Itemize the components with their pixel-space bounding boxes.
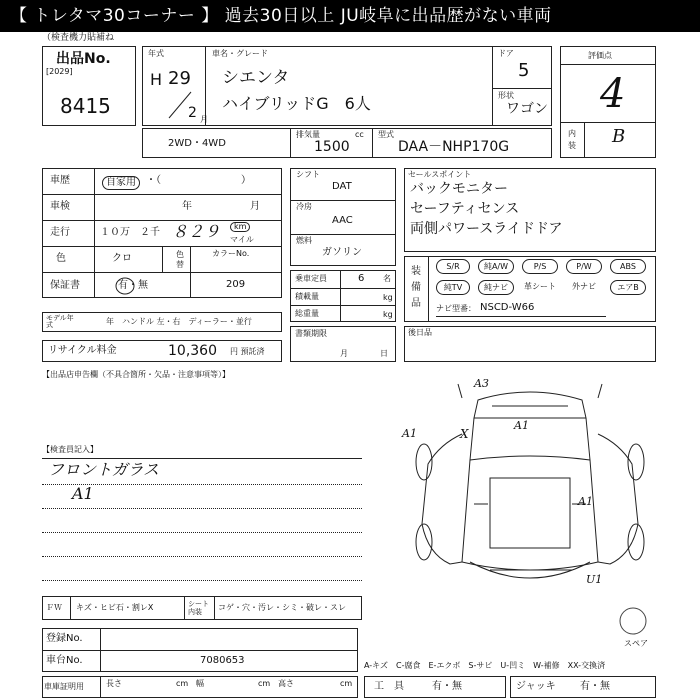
notice-label: 【出品店申告欄（不具合箇所・欠品・注意事項等）】 <box>42 370 230 379</box>
doc-day: 日 <box>380 349 388 358</box>
year-label: 年式 <box>148 49 164 58</box>
inspection-month: 月 <box>250 201 260 212</box>
cert-height: 高さ <box>278 679 294 688</box>
sales-label: セールスポイント <box>408 170 472 179</box>
mark-a3: A3 <box>474 377 489 390</box>
model-year-rest: 年 ハンドル 左・右 ディーラー・並行 <box>106 317 252 326</box>
drive-type: 2WD・4WD <box>168 138 226 149</box>
cert-label: 車庫証明用 <box>44 682 84 691</box>
score-label: 評価点 <box>588 51 612 60</box>
inspection-label: 車検 <box>50 201 70 212</box>
model-year-label: モデル年式 <box>46 314 74 329</box>
era: H <box>150 70 163 89</box>
lot-label: 出品No. <box>56 51 111 67</box>
history-box <box>42 168 282 298</box>
tools-label: 工 具 <box>374 681 404 692</box>
equip-pw: P/W <box>566 259 602 274</box>
cert-length: 長さ <box>106 679 122 688</box>
recycle-label: リサイクル料金 <box>48 345 117 356</box>
history-value: 自家用 <box>102 176 140 190</box>
displacement-label: 排気量 <box>296 130 320 139</box>
load-unit: kg <box>383 293 393 302</box>
capacity: 6 <box>358 273 365 284</box>
corner-banner: 【 トレタマ30コーナー 】 過去30日以上 JU岐阜に出品歴がない車両 <box>0 0 700 32</box>
seat-label: シート内装 <box>188 600 209 616</box>
interior-label: 内装 <box>568 129 576 150</box>
inspector-label: 【検査員記入】 <box>42 445 98 454</box>
car-name: シエンタ <box>222 68 290 88</box>
history-rest: ・（ ） <box>146 175 251 186</box>
equip-tv: 純TV <box>436 280 470 295</box>
warranty-value: 有・無 <box>118 280 148 291</box>
color-no-label: カラーNo. <box>212 249 250 258</box>
ac-label: 冷房 <box>296 202 312 211</box>
jack-value: 有・無 <box>580 681 610 692</box>
equip-leather: 革シート <box>524 282 556 291</box>
displacement: 1500 <box>314 139 350 155</box>
load-label: 積載量 <box>295 292 319 301</box>
equip-navi: 純ナビ <box>478 280 514 295</box>
lot-number: 8415 <box>60 94 111 118</box>
chassis-label: 車台No. <box>46 655 83 666</box>
mileage-prefix: １０万 ２千 <box>100 227 160 238</box>
color-value: クロ <box>112 253 132 264</box>
color-no: 209 <box>226 279 246 290</box>
car-grade: ハイブリッドG 6人 <box>222 94 371 113</box>
ac: AAC <box>332 215 353 226</box>
navi-label: ナビ型番： <box>436 304 476 313</box>
weight-unit: kg <box>383 310 393 319</box>
cert-height-unit: cm <box>340 679 353 688</box>
equipment-label: 装備品 <box>411 266 421 309</box>
warranty-label: 保証書 <box>50 280 80 291</box>
cert-width: 幅 <box>196 679 204 688</box>
tools-value: 有・無 <box>432 681 462 692</box>
model-code: DAA－NHP170G <box>398 139 510 155</box>
inspection-year: 年 <box>182 201 192 212</box>
mileage-unit-km: km <box>230 222 250 232</box>
color-change-label: 色替 <box>176 250 184 269</box>
recycle-unit: 円 預託済 <box>230 347 265 356</box>
inspector-note-1: フロントガラス <box>48 460 160 479</box>
model-year: 29 <box>168 68 191 89</box>
door-label: ドア <box>498 49 514 58</box>
month-suffix: 月 <box>200 115 208 124</box>
vehicle-box <box>142 46 552 126</box>
mileage-unit-mile: マイル <box>230 235 254 244</box>
mark-a1-right: A1 <box>578 495 593 508</box>
overall-score: 4 <box>600 71 626 117</box>
recycle-amount: 10,360 <box>168 343 217 359</box>
inspector-note-2: A1 <box>72 484 94 503</box>
body-shape: ワゴン <box>506 101 548 117</box>
equip-abs: ABS <box>610 259 646 274</box>
history-label: 車歴 <box>50 175 70 186</box>
shift: DAT <box>332 181 352 192</box>
navi-model: NSCD-W66 <box>480 302 535 313</box>
seat-flaw-types: コゲ・穴・汚レ・シミ・破レ・スレ <box>218 603 346 612</box>
door-count: 5 <box>518 60 530 81</box>
equip-ext-navi: 外ナビ <box>572 282 596 291</box>
doc-month: 月 <box>340 349 348 358</box>
shape-label: 形状 <box>498 91 514 100</box>
displacement-unit: cc <box>355 130 364 139</box>
cut-header-text: （検査機力貼補ね <box>42 33 115 43</box>
mark-a1-top: A1 <box>514 419 529 432</box>
lot-tag: [2029] <box>46 67 73 76</box>
aftermarket-label: 後日品 <box>408 328 432 337</box>
spare-label: スペア <box>624 639 648 648</box>
model-code-label: 型式 <box>378 130 394 139</box>
mileage-label: 走行 <box>50 227 70 238</box>
weight-label: 総重量 <box>295 309 319 318</box>
interior-score: B <box>612 126 626 147</box>
mark-u1: U1 <box>586 573 603 586</box>
cert-length-unit: cm <box>176 679 189 688</box>
mark-x: X <box>460 427 469 441</box>
car-damage-diagram <box>400 374 660 600</box>
capacity-unit: 名 <box>383 274 391 283</box>
equip-airbag: エアB <box>610 280 646 295</box>
damage-legend: A-キズ C-腐食 E-エクボ S-サビ U-凹ミ W-補修 XX-交換済 <box>364 661 606 670</box>
shift-label: シフト <box>296 170 320 179</box>
sales-line-3: 両側パワースライドドア <box>410 221 563 237</box>
capacity-label: 乗車定員 <box>295 274 327 283</box>
flaw-types: キズ・ヒビ石・割レX <box>76 603 154 612</box>
aftermarket-box <box>404 326 656 362</box>
sales-line-1: バックモニター <box>410 181 508 197</box>
chassis-number: 7080653 <box>200 655 245 666</box>
fuel-label: 燃料 <box>296 236 312 245</box>
jack-label: ジャッキ <box>516 681 556 692</box>
fuel: ガソリン <box>322 247 362 258</box>
spare-tire-icon <box>618 606 648 636</box>
fw-label: ＦＷ <box>46 603 62 612</box>
reg-label: 登録No. <box>46 633 83 644</box>
equip-alloy: 純A/W <box>478 259 514 274</box>
model-month: 2 <box>188 105 197 121</box>
equip-sr: S/R <box>436 259 470 274</box>
equip-ps: P/S <box>522 259 558 274</box>
name-label: 車名・グレード <box>212 49 268 58</box>
cert-width-unit: cm <box>258 679 271 688</box>
color-label: 色 <box>56 253 66 264</box>
mark-a1-left: A1 <box>402 427 417 440</box>
sales-line-2: セーフティセンス <box>410 201 520 217</box>
mileage-handwritten: ８２９ <box>172 222 221 241</box>
doc-label: 書類期限 <box>295 329 327 338</box>
